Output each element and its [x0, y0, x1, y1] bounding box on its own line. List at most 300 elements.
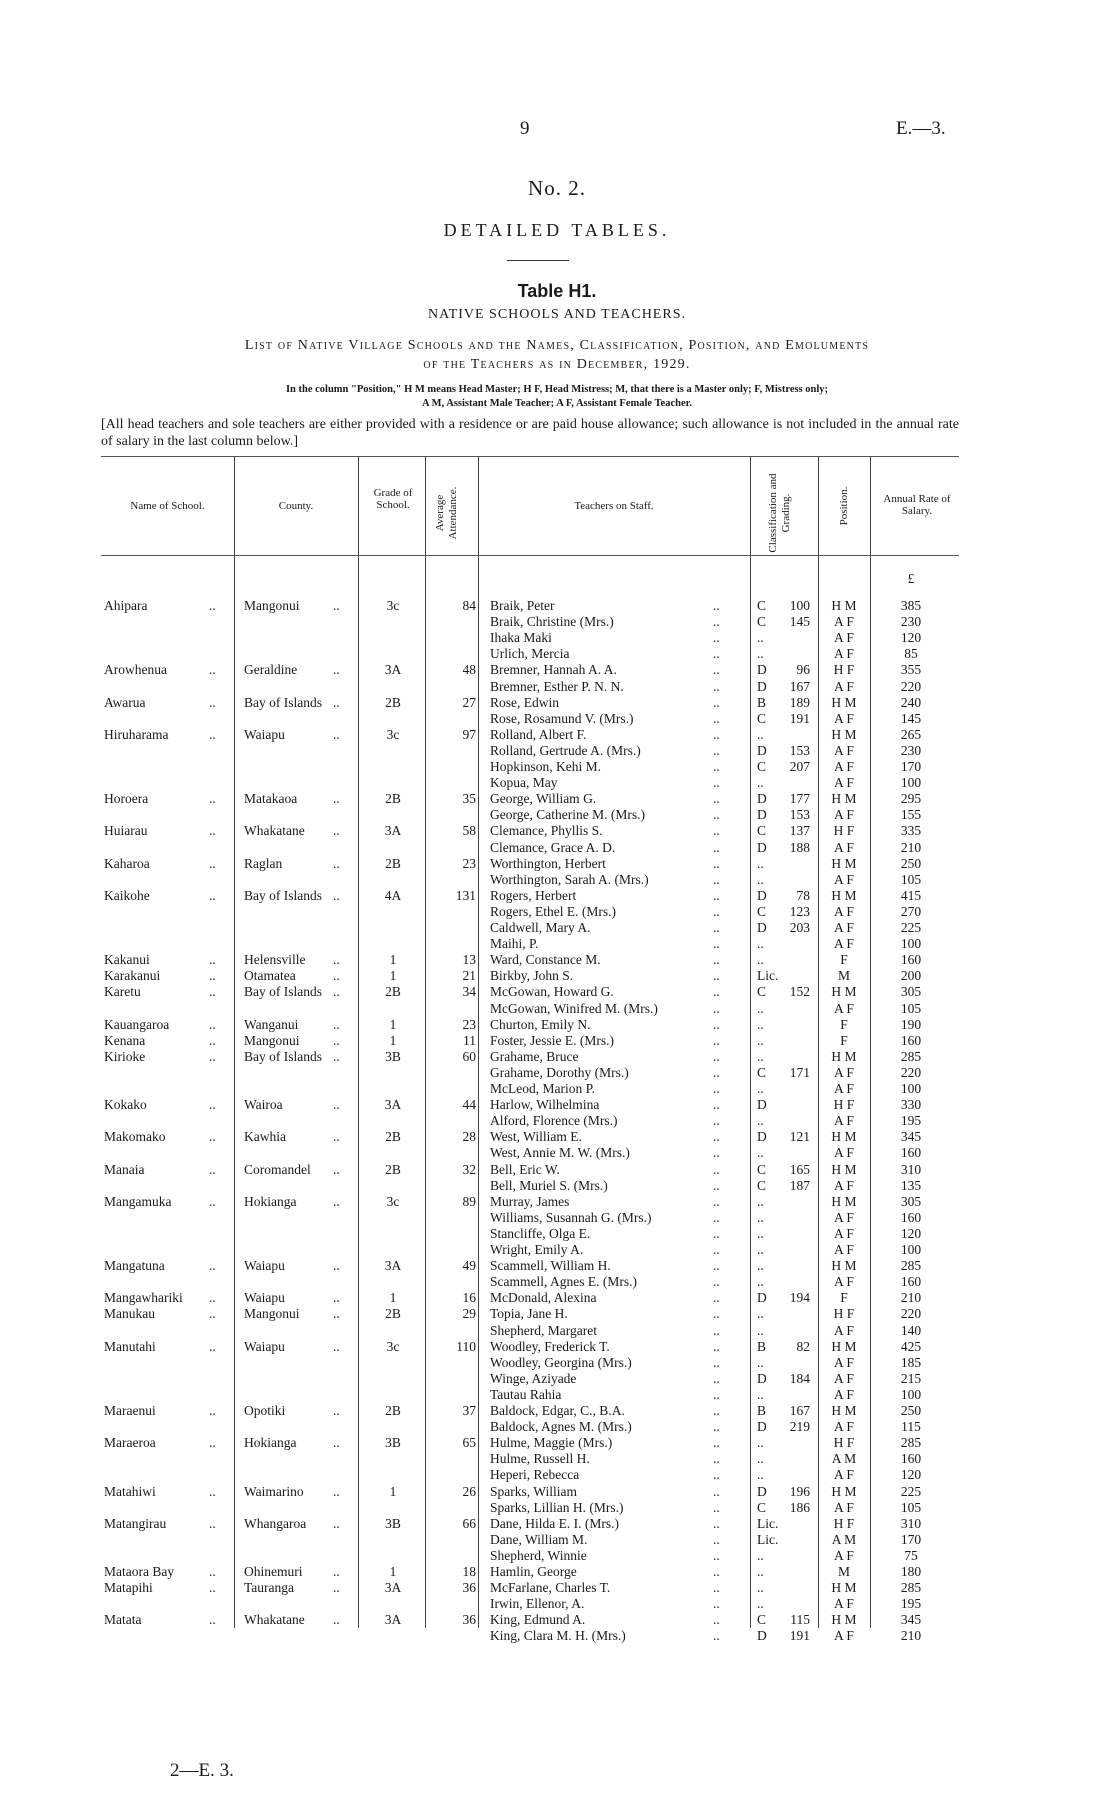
attendance-cell: 26	[462, 1483, 476, 1499]
table-row	[0, 1403, 1114, 1419]
position-cell: A F	[834, 742, 854, 758]
county-name: Raglan	[244, 855, 283, 871]
classification-cell: C	[757, 1064, 767, 1080]
county-name: Wanganui	[244, 1016, 299, 1032]
classification-cell: Lic.	[757, 1531, 779, 1547]
salary-cell: 195	[900, 1596, 922, 1612]
teacher-name: Braik, Peter	[490, 598, 555, 613]
position-cell: A F	[834, 1081, 854, 1096]
salary-cell: 285	[900, 1580, 922, 1596]
teacher-name: Foster, Jessie E. (Mrs.)	[490, 1032, 614, 1048]
table-row	[0, 840, 1114, 856]
grade-cell: 3A	[384, 823, 402, 839]
classification-cell: D	[757, 742, 767, 758]
grade-cell: 3c	[386, 598, 400, 613]
table-row	[0, 920, 1114, 936]
salary-cell: 210	[900, 839, 922, 855]
leader-dots: ..	[713, 678, 720, 694]
attendance-cell: 11	[463, 1032, 476, 1048]
classification-cell: ..	[757, 646, 764, 662]
leader-dots: ..	[209, 887, 216, 903]
table-row	[0, 1371, 1114, 1387]
salary-cell: 225	[900, 920, 922, 935]
leader-dots: ..	[333, 1515, 340, 1531]
leader-dots: ..	[713, 952, 720, 968]
position-cell: H M	[831, 1161, 857, 1177]
leader-dots: ..	[713, 1612, 720, 1628]
grading-number: 82	[796, 1338, 810, 1354]
teacher-name: West, Annie M. W. (Mrs.)	[490, 1145, 630, 1161]
classification-cell: C	[757, 598, 767, 613]
leader-dots: ..	[209, 984, 216, 1000]
grading-number: 167	[789, 1403, 810, 1418]
document-reference: E.—3.	[896, 118, 946, 139]
position-cell: A F	[834, 614, 854, 630]
attendance-cell: 21	[462, 968, 476, 984]
salary-cell: 220	[900, 1064, 922, 1080]
salary-cell: 170	[900, 1531, 922, 1547]
leader-dots: ..	[333, 952, 340, 968]
table-row	[0, 1516, 1114, 1532]
teacher-name: Irwin, Ellenor, A.	[490, 1596, 585, 1612]
table-row	[0, 1596, 1114, 1612]
leader-dots: ..	[713, 1145, 720, 1161]
salary-cell: 160	[900, 952, 922, 968]
classification-cell: C	[757, 1161, 767, 1177]
teacher-name: McLeod, Marion P.	[490, 1081, 595, 1096]
salary-cell: 155	[900, 807, 922, 823]
leader-dots: ..	[333, 1016, 340, 1032]
teacher-name: George, Catherine M. (Mrs.)	[490, 807, 645, 823]
grading-number: 121	[789, 1129, 810, 1145]
table-row	[0, 598, 1114, 614]
classification-cell: ..	[757, 871, 764, 887]
grade-cell: 3c	[386, 726, 400, 742]
classification-cell: C	[757, 1499, 767, 1515]
classification-cell: C	[757, 1177, 767, 1193]
classification-cell: ..	[757, 1193, 764, 1209]
grade-cell: 2B	[385, 984, 401, 1000]
classification-cell: ..	[757, 1354, 764, 1370]
grading-number: 191	[789, 710, 810, 726]
header-grade: Grade of School.	[373, 487, 413, 511]
salary-cell: 215	[900, 1370, 922, 1386]
county-name: Helensville	[244, 952, 306, 968]
classification-cell: B	[757, 694, 767, 710]
salary-cell: 210	[900, 1290, 922, 1306]
classification-cell: Lic.	[757, 1515, 779, 1531]
leader-dots: ..	[333, 1032, 340, 1048]
salary-cell: 170	[900, 759, 922, 774]
classification-cell: ..	[757, 952, 764, 968]
table-row	[0, 662, 1114, 678]
table-row	[0, 888, 1114, 904]
grade-cell: 3B	[385, 1435, 401, 1451]
leader-dots: ..	[713, 710, 720, 726]
position-cell: H M	[831, 694, 857, 710]
salary-cell: 225	[900, 1483, 922, 1499]
table-row	[0, 904, 1114, 920]
classification-cell: D	[757, 1129, 767, 1145]
attendance-cell: 37	[462, 1403, 476, 1418]
leader-dots: ..	[713, 1064, 720, 1080]
leader-dots: ..	[209, 1032, 216, 1048]
grade-cell: 2B	[385, 1306, 401, 1322]
classification-cell: C	[757, 759, 767, 774]
leader-dots: ..	[209, 1580, 216, 1596]
attendance-cell: 66	[462, 1515, 476, 1531]
classification-cell: ..	[757, 1032, 764, 1048]
pound-symbol: £	[907, 571, 915, 586]
grade-cell: 3A	[384, 1258, 402, 1274]
attendance-cell: 32	[462, 1161, 476, 1177]
school-name: Mangatuna	[104, 1258, 165, 1274]
teacher-name: Dane, Hilda E. I. (Mrs.)	[490, 1515, 619, 1531]
salary-cell: 120	[900, 1225, 922, 1241]
classification-cell: ..	[757, 1564, 764, 1579]
attendance-cell: 29	[462, 1306, 476, 1322]
salary-cell: 100	[900, 1386, 922, 1402]
position-note-line1: In the column "Position," H M means Head Master; H F, Head Mistress; M, that there is a Master only; F, Mistress only;	[285, 384, 829, 395]
school-name: Maraeroa	[104, 1435, 156, 1451]
leader-dots: ..	[713, 1016, 720, 1032]
table-row	[0, 630, 1114, 646]
table-row	[0, 1001, 1114, 1017]
attendance-cell: 58	[462, 823, 476, 839]
salary-cell: 140	[900, 1322, 922, 1338]
allowance-note: [All head teachers and sole teachers are either provided with a residence or are paid house allowance; such allowance is not included in the annual rate of salary in the last column below.]	[101, 417, 959, 449]
teacher-name: Ward, Constance M.	[490, 952, 601, 968]
leader-dots: ..	[713, 839, 720, 855]
leader-dots: ..	[333, 598, 340, 613]
salary-cell: 240	[900, 694, 922, 710]
county-name: Bay of Islands	[244, 694, 322, 710]
teacher-name: Hopkinson, Kehi M.	[490, 759, 601, 774]
classification-cell: C	[757, 614, 767, 630]
classification-cell: ..	[757, 1596, 764, 1612]
leader-dots: ..	[713, 1242, 720, 1257]
leader-dots: ..	[713, 1596, 720, 1612]
position-cell: F	[840, 1032, 848, 1048]
table-header-rule	[101, 555, 959, 556]
attendance-cell: 18	[462, 1564, 476, 1579]
school-name: Karakanui	[104, 968, 161, 984]
teacher-name: West, William E.	[490, 1129, 582, 1145]
grade-cell: 3A	[384, 1580, 402, 1596]
table-row	[0, 759, 1114, 775]
county-name: Whakatane	[244, 1612, 305, 1628]
leader-dots: ..	[333, 887, 340, 903]
leader-dots: ..	[333, 1483, 340, 1499]
attendance-cell: 36	[462, 1612, 476, 1628]
teacher-name: Urlich, Mercia	[490, 646, 570, 662]
leader-dots: ..	[713, 1129, 720, 1145]
table-row	[0, 1323, 1114, 1339]
classification-cell: D	[757, 1483, 767, 1499]
leader-dots: ..	[209, 823, 216, 839]
leader-dots: ..	[713, 871, 720, 887]
county-name: Waiapu	[244, 1338, 285, 1354]
teacher-name: King, Edmund A.	[490, 1612, 586, 1628]
table-row	[0, 1065, 1114, 1081]
position-cell: H M	[831, 1338, 857, 1354]
leader-dots: ..	[333, 968, 340, 984]
classification-cell: ..	[757, 775, 764, 791]
leader-dots: ..	[713, 903, 720, 919]
attendance-cell: 110	[456, 1338, 476, 1354]
leader-dots: ..	[713, 1338, 720, 1354]
grading-number: 191	[789, 1628, 810, 1644]
leader-dots: ..	[209, 1435, 216, 1451]
salary-cell: 160	[900, 1209, 922, 1225]
position-cell: A F	[834, 1628, 854, 1644]
salary-cell: 250	[900, 855, 922, 871]
salary-cell: 160	[900, 1145, 922, 1161]
leader-dots: ..	[713, 726, 720, 742]
grade-cell: 3A	[384, 1097, 402, 1113]
teacher-name: Birkby, John S.	[490, 968, 574, 984]
salary-cell: 385	[900, 598, 922, 613]
header-attendance: Average Attendance.	[434, 486, 459, 540]
salary-cell: 230	[900, 614, 922, 630]
teacher-name: Shepherd, Margaret	[490, 1322, 597, 1338]
teacher-name: Tautau Rahia	[490, 1386, 562, 1402]
position-cell: A F	[834, 1113, 854, 1129]
attendance-cell: 48	[462, 662, 476, 678]
grading-number: 115	[790, 1612, 810, 1628]
leader-dots: ..	[713, 1419, 720, 1435]
leader-dots: ..	[713, 1161, 720, 1177]
leader-dots: ..	[713, 1354, 720, 1370]
table-row	[0, 1242, 1114, 1258]
leader-dots: ..	[713, 1048, 720, 1064]
position-cell: F	[840, 1016, 848, 1032]
leader-dots: ..	[713, 1177, 720, 1193]
table-row	[0, 1580, 1114, 1596]
leader-dots: ..	[333, 1338, 340, 1354]
leader-dots: ..	[209, 1258, 216, 1274]
position-cell: A F	[834, 807, 854, 823]
salary-cell: 345	[900, 1129, 922, 1145]
salary-cell: 85	[904, 646, 918, 662]
teacher-name: Braik, Christine (Mrs.)	[490, 614, 614, 630]
teacher-name: Scammell, Agnes E. (Mrs.)	[490, 1274, 637, 1290]
leader-dots: ..	[713, 807, 720, 823]
classification-cell: ..	[757, 1225, 764, 1241]
school-name: Mataora Bay	[104, 1564, 175, 1579]
classification-cell: ..	[757, 630, 764, 646]
table-row	[0, 711, 1114, 727]
classification-cell: D	[757, 839, 767, 855]
position-cell: M	[837, 968, 850, 984]
grade-cell: 1	[389, 1564, 397, 1579]
classification-cell: D	[757, 662, 767, 678]
teacher-name: Kopua, May	[490, 775, 558, 791]
leader-dots: ..	[209, 1612, 216, 1628]
teacher-name: Clemance, Phyllis S.	[490, 823, 603, 839]
table-row	[0, 614, 1114, 630]
salary-cell: 295	[900, 791, 922, 807]
teacher-name: Rose, Rosamund V. (Mrs.)	[490, 710, 634, 726]
position-cell: A F	[834, 1225, 854, 1241]
position-cell: A F	[834, 775, 854, 791]
table-row	[0, 872, 1114, 888]
table-top-rule	[101, 456, 959, 457]
teacher-name: Scammell, William H.	[490, 1258, 611, 1274]
header-classification: Classification and Grading.	[767, 473, 792, 553]
county-name: Opotiki	[244, 1403, 286, 1418]
grade-cell: 1	[389, 1290, 397, 1306]
county-name: Tauranga	[244, 1580, 295, 1596]
position-cell: A F	[834, 839, 854, 855]
position-cell: H F	[833, 662, 855, 678]
school-name: Maraenui	[104, 1403, 156, 1418]
attendance-cell: 97	[462, 726, 476, 742]
salary-cell: 100	[900, 936, 922, 952]
position-cell: A F	[834, 1547, 854, 1563]
salary-cell: 230	[900, 742, 922, 758]
leader-dots: ..	[713, 759, 720, 774]
table-row	[0, 952, 1114, 968]
leader-dots: ..	[713, 1628, 720, 1644]
classification-cell: D	[757, 887, 767, 903]
position-cell: A F	[834, 1145, 854, 1161]
grading-number: 96	[796, 662, 810, 678]
leader-dots: ..	[209, 1016, 216, 1032]
salary-cell: 355	[900, 662, 922, 678]
leader-dots: ..	[713, 1483, 720, 1499]
teacher-name: King, Clara M. H. (Mrs.)	[490, 1628, 626, 1644]
school-name: Makomako	[104, 1129, 166, 1145]
table-subtitle: NATIVE SCHOOLS AND TEACHERS.	[428, 307, 686, 322]
attendance-cell: 35	[462, 791, 476, 807]
salary-cell: 160	[900, 1274, 922, 1290]
leader-dots: ..	[713, 1531, 720, 1547]
classification-cell: D	[757, 1419, 767, 1435]
classification-cell: ..	[757, 1451, 764, 1467]
leader-dots: ..	[333, 1580, 340, 1596]
leader-dots: ..	[333, 984, 340, 1000]
leader-dots: ..	[713, 1097, 720, 1113]
teacher-name: Worthington, Herbert	[490, 855, 606, 871]
salary-cell: 345	[900, 1612, 922, 1628]
salary-cell: 335	[900, 823, 922, 839]
leader-dots: ..	[333, 1290, 340, 1306]
teacher-name: Wright, Emily A.	[490, 1242, 584, 1257]
leader-dots: ..	[713, 1209, 720, 1225]
school-name: Matata	[104, 1612, 142, 1628]
leader-dots: ..	[713, 1515, 720, 1531]
salary-cell: 305	[900, 984, 922, 1000]
salary-cell: 310	[900, 1161, 922, 1177]
position-cell: F	[840, 952, 848, 968]
grading-number: 152	[789, 984, 810, 1000]
classification-cell: ..	[757, 1113, 764, 1129]
leader-dots: ..	[209, 1306, 216, 1322]
teacher-name: Clemance, Grace A. D.	[490, 839, 616, 855]
leader-dots: ..	[713, 598, 720, 613]
leader-dots: ..	[333, 1161, 340, 1177]
salary-cell: 305	[900, 1193, 922, 1209]
footer-reference: 2—E. 3.	[170, 1760, 234, 1781]
county-name: Mangonui	[244, 1306, 300, 1322]
leader-dots: ..	[713, 662, 720, 678]
classification-cell: ..	[757, 1322, 764, 1338]
table-row	[0, 1017, 1114, 1033]
salary-cell: 105	[900, 871, 922, 887]
classification-cell: ..	[757, 936, 764, 952]
teacher-name: Sparks, William	[490, 1483, 577, 1499]
grade-cell: 3B	[385, 1515, 401, 1531]
grading-number: 196	[789, 1483, 810, 1499]
position-cell: A F	[834, 920, 854, 935]
leader-dots: ..	[209, 1097, 216, 1113]
position-cell: H F	[833, 1306, 855, 1322]
teacher-name: Williams, Susannah G. (Mrs.)	[490, 1209, 652, 1225]
school-name: Manukau	[104, 1306, 155, 1322]
teacher-name: Baldock, Edgar, C., B.A.	[490, 1403, 625, 1418]
grading-number: 165	[789, 1161, 810, 1177]
county-name: Hokianga	[244, 1193, 297, 1209]
leader-dots: ..	[713, 887, 720, 903]
teacher-name: Baldock, Agnes M. (Mrs.)	[490, 1419, 632, 1435]
county-name: Bay of Islands	[244, 887, 322, 903]
teacher-name: Hamlin, George	[490, 1564, 577, 1579]
table-row	[0, 1435, 1114, 1451]
teacher-name: Hulme, Russell H.	[490, 1451, 590, 1467]
county-name: Matakaoa	[244, 791, 298, 807]
leader-dots: ..	[713, 1547, 720, 1563]
grading-number: 188	[789, 839, 810, 855]
table-row	[0, 1033, 1114, 1049]
leader-dots: ..	[713, 614, 720, 630]
classification-cell: C	[757, 823, 767, 839]
county-name: Waiapu	[244, 726, 285, 742]
salary-cell: 330	[900, 1097, 922, 1113]
grade-cell: 3B	[385, 1048, 401, 1064]
table-row	[0, 1612, 1114, 1628]
position-cell: A F	[834, 710, 854, 726]
list-heading-line2: of the Teachers as in December, 1929.	[423, 357, 691, 372]
classification-cell: D	[757, 1370, 767, 1386]
section-title: DETAILED TABLES.	[443, 220, 671, 240]
leader-dots: ..	[333, 1403, 340, 1418]
school-name: Kaharoa	[104, 855, 150, 871]
position-cell: A F	[834, 678, 854, 694]
table-row	[0, 1129, 1114, 1145]
salary-cell: 285	[900, 1435, 922, 1451]
attendance-cell: 84	[462, 598, 476, 613]
table-row	[0, 1306, 1114, 1322]
classification-cell: C	[757, 903, 767, 919]
classification-cell: D	[757, 1628, 767, 1644]
leader-dots: ..	[713, 1258, 720, 1274]
leader-dots: ..	[713, 1564, 720, 1579]
position-cell: H F	[833, 823, 855, 839]
classification-cell: ..	[757, 1547, 764, 1563]
position-cell: H M	[831, 598, 857, 613]
grade-cell: 2B	[385, 1129, 401, 1145]
grading-number: 167	[789, 678, 810, 694]
attendance-cell: 34	[462, 984, 476, 1000]
classification-cell: ..	[757, 855, 764, 871]
school-name: Matapihi	[104, 1580, 153, 1596]
table-row	[0, 856, 1114, 872]
salary-cell: 120	[900, 630, 922, 646]
school-name: Manutahi	[104, 1338, 156, 1354]
county-name: Waiapu	[244, 1290, 285, 1306]
position-cell: H M	[831, 1580, 857, 1596]
